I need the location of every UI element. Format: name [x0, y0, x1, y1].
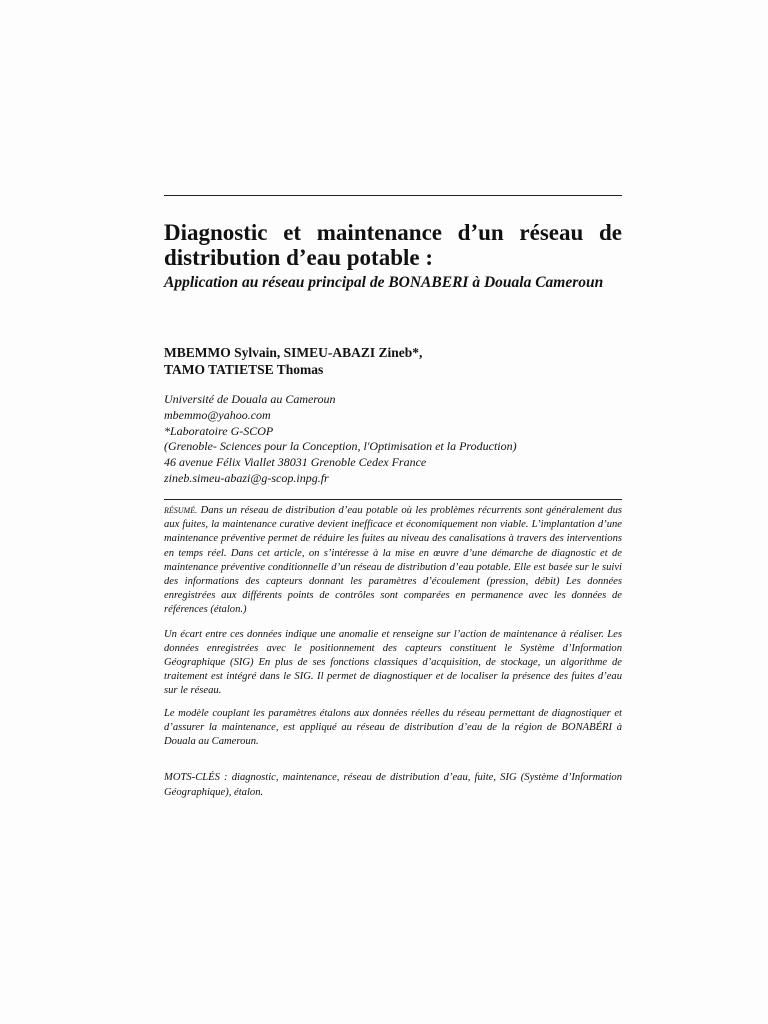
abstract-paragraph-2: Un écart entre ces données indique une anomalie et renseigne sur l’action de maintenance à réaliser. Les données enregistrées avec le positionnement des capteurs constituent le Système d’Information Géographique (SIG) En plus de ses fonctions classiques d’acquisition, de stockage, un algorithme de traitement est intégré dans le SIG. Il permet de diagnostiquer et de localiser la présence des fuites d’eau sur le réseau.: [164, 628, 622, 697]
affiliation-university: Université de Douala au Cameroun: [164, 392, 336, 406]
abstract-text-1: Dans un réseau de distribution d’eau potable où les problèmes récurrents sont généralement dus aux fuites, la maintenance curative devient inefficace et économiquement non viable. L’implantation d’une maintenance préventive permet de réduire les fuites au niveau des canalisations à travers des interventions en temps réel. Dans cet article, on s’intéresse à la mise en œuvre d’une démarche de diagnostic et de maintenance préventive conditionnelle d’un réseau de distribution d’eau potable. Elle est basée sur le suivi des informations des capteurs donnant les paramètres d’écoulement (pression, débit) Les données enregistrées aux différents points de contrôles sont comparées en permanence avec les données de références (étalon.): [164, 505, 622, 616]
abstract-label: RÉSUMÉ.: [164, 506, 198, 515]
affiliation-block: [164, 392, 622, 487]
affiliation-address: 46 avenue Félix Viallet 38031 Grenoble Cedex France: [164, 455, 427, 470]
abstract-rule: [164, 499, 622, 500]
affiliation-email-2: zineb.simeu-abazi@g-scop.inpg.fr: [164, 470, 329, 485]
affiliation-email-1: mbemmo@yahoo.com: [164, 407, 271, 422]
affiliation-lab: *Laboratoire G-SCOP: [164, 423, 274, 438]
author-list: [164, 344, 622, 378]
authors-line-2: TAMO TATIETSE Thomas: [164, 362, 324, 377]
abstract-paragraph-1: [164, 504, 622, 618]
keywords: MOTS-CLÉS : diagnostic, maintenance, réseau de distribution d’eau, fuite, SIG (Système d’Information Géographique), étalon.: [164, 772, 622, 798]
affiliation-lab-fullname: (Grenoble- Sciences pour la Conception, l'Optimisation et la Production): [164, 439, 517, 454]
paper-subtitle: Application au réseau principal de BONABERI à Douala Cameroun: [164, 274, 604, 291]
abstract: [164, 504, 622, 757]
authors-line-1: MBEMMO Sylvain, SIMEU-ABAZI Zineb*,: [164, 345, 423, 360]
top-rule: [164, 195, 622, 196]
paper-title: Diagnostic et maintenance d’un réseau de distribution d’eau potable :: [164, 220, 622, 270]
abstract-paragraph-3: Le modèle couplant les paramètres étalons aux données réelles du réseau permettant de diagnostiquer et d’assurer la maintenance, est appliqué au réseau de distribution d’eau de la région de BONABÉRI à Douala au Cameroun.: [164, 707, 622, 748]
